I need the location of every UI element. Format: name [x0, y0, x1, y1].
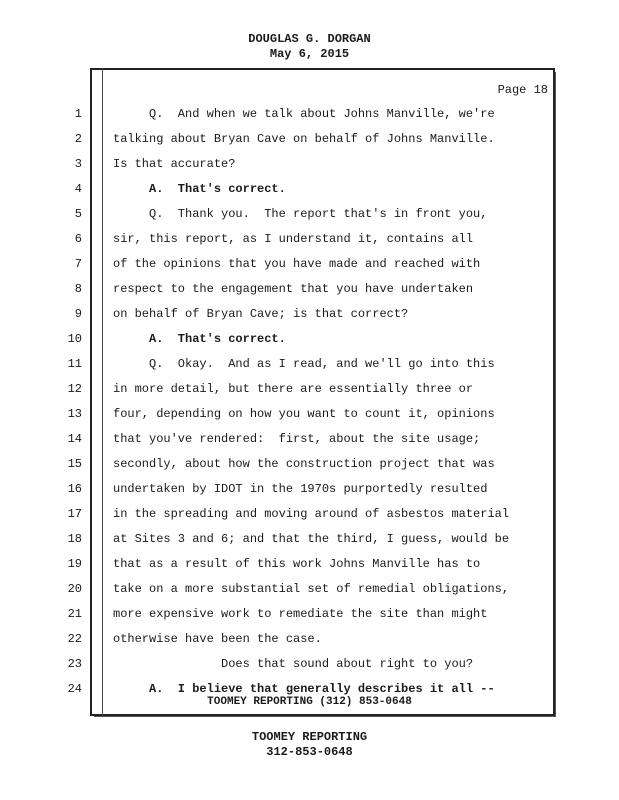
line-number: 4 — [74, 182, 82, 196]
deposition-date: May 6, 2015 — [269, 47, 350, 61]
line-number: 19 — [67, 557, 82, 571]
transcript-line: undertaken by IDOT in the 1970s purportedly resulted — [113, 482, 488, 496]
witness-name: DOUGLAS G. DORGAN — [248, 32, 371, 46]
transcript-line: more expensive work to remediate the site than might — [113, 607, 488, 621]
transcript-line: that as a result of this work Johns Manville has to — [113, 557, 481, 571]
transcript-line: A. That's correct. — [113, 182, 286, 196]
line-number: 20 — [67, 582, 82, 596]
line-number: 24 — [67, 682, 82, 696]
inner-footer: TOOMEY REPORTING (312) 853-0648 — [207, 696, 412, 708]
transcript-line: of the opinions that you have made and reached with — [113, 257, 481, 271]
line-number: 1 — [74, 107, 82, 121]
transcript-line: four, depending on how you want to count it, opinions — [113, 407, 495, 421]
line-number: 6 — [74, 232, 82, 246]
line-number: 11 — [67, 357, 82, 371]
transcript-line: on behalf of Bryan Cave; is that correct? — [113, 307, 409, 321]
transcript-line: sir, this report, as I understand it, contains all — [113, 232, 474, 246]
page-number: Page 18 — [497, 83, 548, 97]
transcript-line: otherwise have been the case. — [113, 632, 322, 646]
transcript-line: in more detail, but there are essentially three or — [113, 382, 474, 396]
line-number: 5 — [74, 207, 82, 221]
transcript-line: Does that sound about right to you? — [113, 657, 474, 671]
transcript-line: at Sites 3 and 6; and that the third, I guess, would be — [113, 532, 510, 546]
line-number: 10 — [67, 332, 82, 346]
transcript-line: take on a more substantial set of remedial obligations, — [113, 582, 510, 596]
transcript-line: A. That's correct. — [113, 332, 286, 346]
transcript-line: Is that accurate? — [113, 157, 236, 171]
line-number: 12 — [67, 382, 82, 396]
transcript-line: Q. Thank you. The report that's in front you, — [113, 207, 488, 221]
transcript-line: Q. Okay. And as I read, and we'll go into this — [113, 357, 495, 371]
line-number: 9 — [74, 307, 82, 321]
line-number: 21 — [67, 607, 82, 621]
transcript-line: respect to the engagement that you have undertaken — [113, 282, 474, 296]
line-number: 23 — [67, 657, 82, 671]
line-number: 7 — [74, 257, 82, 271]
line-number: 16 — [67, 482, 82, 496]
line-number: 18 — [67, 532, 82, 546]
transcript-line: Q. And when we talk about Johns Manville, we're — [113, 107, 495, 121]
transcript-line: secondly, about how the construction project that was — [113, 457, 495, 471]
line-number: 13 — [67, 407, 82, 421]
margin-rule — [102, 68, 104, 716]
transcript-line: that you've rendered: first, about the site usage; — [113, 432, 481, 446]
line-number: 8 — [74, 282, 82, 296]
line-number: 2 — [74, 132, 82, 146]
footer-phone: 312-853-0648 — [266, 745, 353, 759]
line-number: 15 — [67, 457, 82, 471]
line-number: 14 — [67, 432, 82, 446]
footer-company: TOOMEY REPORTING — [251, 730, 368, 744]
transcript-line: talking about Bryan Cave on behalf of Johns Manville. — [113, 132, 495, 146]
line-number: 3 — [74, 157, 82, 171]
transcript-line: in the spreading and moving around of asbestos material — [113, 507, 510, 521]
line-number: 17 — [67, 507, 82, 521]
line-number: 22 — [67, 632, 82, 646]
transcript-line: A. I believe that generally describes it all -- — [113, 682, 495, 696]
